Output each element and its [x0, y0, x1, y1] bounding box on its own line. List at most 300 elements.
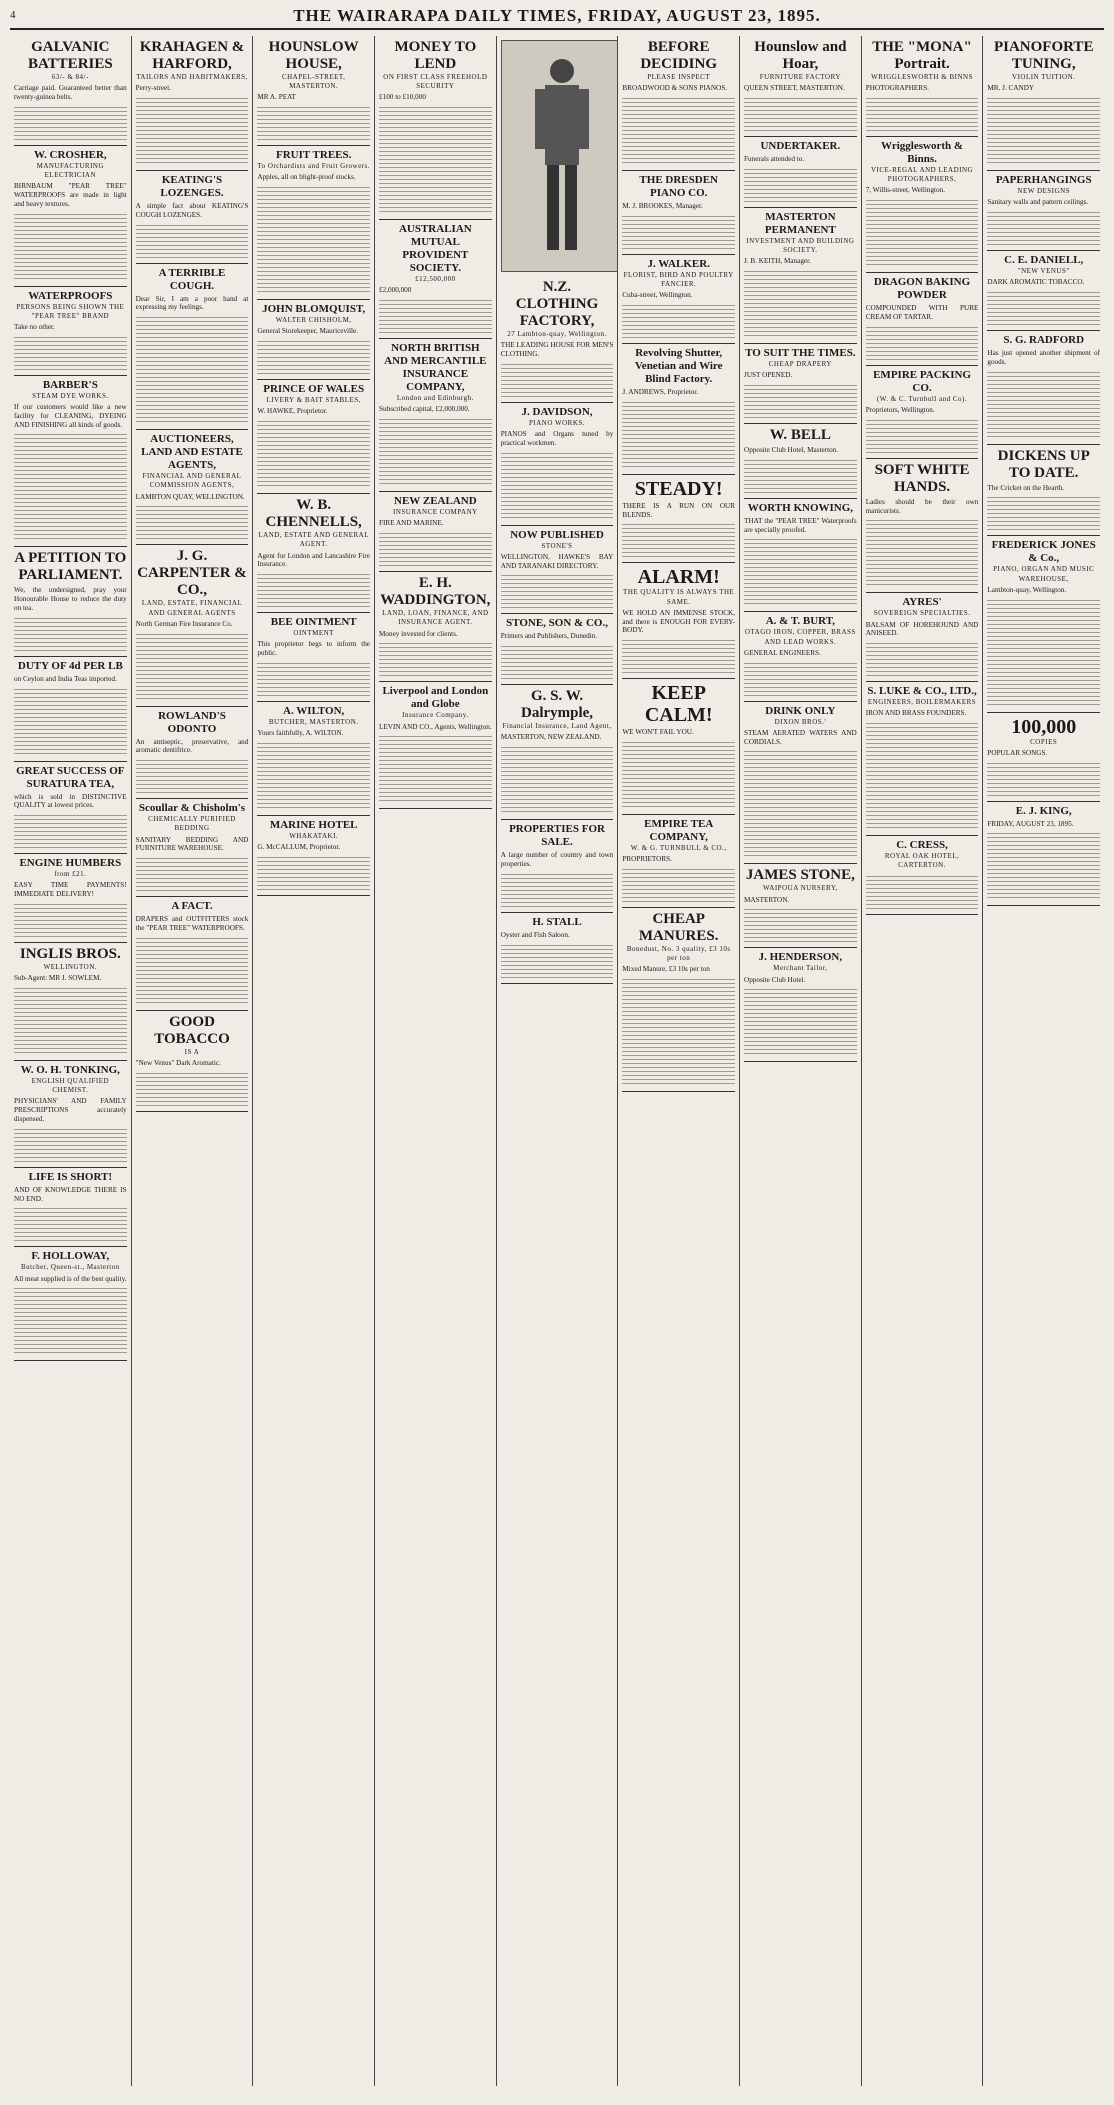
advertisement [866, 137, 979, 273]
ad-subheading: PIANO WORKS. [529, 418, 586, 427]
page-number: 4 [10, 9, 16, 21]
ad-headline: AYRES' [902, 596, 942, 609]
ad-headline: GALVANIC BATTERIES [27, 39, 113, 72]
ad-headline: PROPERTIES FOR SALE. [509, 823, 605, 849]
ad-body-text: £2,000,000 [379, 286, 412, 295]
body-text-lines [987, 210, 1100, 246]
ad-headline: UNDERTAKER. [760, 140, 841, 152]
body-text-lines [379, 298, 492, 334]
ad-headline: A PETITION TO PARLIAMENT. [14, 550, 127, 584]
ad-body-text: JUST OPENED. [744, 371, 793, 380]
ad-headline: EMPIRE TEA COMPANY, [644, 817, 714, 843]
ad-subheading: WRIGGLESWORTH & BINNS [871, 73, 973, 81]
body-text-lines [866, 641, 979, 677]
ad-body-text: MR. J. CANDY [987, 84, 1035, 93]
ad-body-text: Lambton-quay, Wellington. [987, 585, 1067, 594]
body-text-lines [14, 813, 127, 849]
ad-body-text: IRON AND BRASS FOUNDERS. [865, 709, 967, 718]
advertisement [257, 36, 370, 146]
advertisement [136, 799, 249, 897]
body-text-lines [744, 661, 857, 697]
ad-subheading: FURNITURE FACTORY [759, 73, 841, 81]
body-text-lines [14, 432, 127, 542]
advertisement [136, 171, 249, 264]
ad-headline: JOHN BLOMQUIST, [262, 303, 366, 316]
ad-headline: MASTERTON PERMANENT [764, 210, 836, 236]
body-text-lines [14, 902, 127, 938]
ad-body-text: on Ceylon and India Teas imported. [14, 674, 117, 683]
ad-subheading: ENGLISH QUALIFIED CHEMIST. [31, 1076, 110, 1095]
body-text-lines [136, 223, 249, 259]
ad-body-text: Mixed Manure, £3 10s per ton [622, 965, 710, 974]
ad-body-text: MASTERTON. [744, 895, 790, 904]
body-text-lines [622, 400, 735, 470]
advertisement [501, 276, 614, 403]
body-text-lines [501, 451, 614, 521]
body-text-lines [501, 745, 614, 815]
ad-headline: W. BELL [769, 427, 831, 443]
ad-body-text: Subscribed capital, £2,000,000. [379, 405, 470, 414]
advertisement [744, 208, 857, 344]
advertisement [14, 762, 127, 855]
ad-body-text: PHOTOGRAPHERS. [865, 84, 929, 93]
advertisement [379, 339, 492, 492]
ad-subheading: IS A [184, 1047, 200, 1056]
ad-headline: DICKENS UP TO DATE. [997, 447, 1090, 481]
ad-headline: PAPERHANGINGS [995, 174, 1092, 186]
body-text-lines [744, 987, 857, 1057]
advertisement [136, 264, 249, 431]
advertisement [257, 613, 370, 702]
ad-headline: N.Z. CLOTHING FACTORY, [515, 279, 599, 329]
ad-headline: ALARM! [637, 566, 720, 589]
body-text-lines [379, 641, 492, 677]
ad-subheading: PERSONS BEING SHOWN THE "PEAR TREE" BRAND [16, 302, 125, 320]
ad-subheading: W. & G. TURNBULL & CO., [630, 843, 727, 852]
ad-subheading: OTAGO IRON, COPPER, BRASS AND LEAD WORKS. [744, 628, 856, 646]
ad-body-text: EASY TIME PAYMENTS! IMMEDIATE DELIVERY! [14, 881, 127, 899]
body-text-lines [136, 96, 249, 166]
advertisement [14, 1061, 127, 1168]
ad-body-text: Proprietors, Wellington. [865, 406, 935, 414]
ad-subheading: £12,500,000 [415, 275, 456, 284]
body-text-lines [136, 1071, 249, 1107]
ad-subheading: ROYAL OAK HOTEL, CARTERTON. [884, 852, 960, 870]
ad-subheading: THE QUALITY IS ALWAYS THE SAME. [623, 588, 735, 606]
ad-subheading: FLORIST, BIRD AND POULTRY FANCIER. [623, 270, 734, 288]
ad-body-text: Printers and Publishers, Dunedin. [500, 632, 598, 641]
ad-subheading: INSURANCE COMPANY [393, 508, 478, 517]
body-text-lines [744, 383, 857, 419]
ad-headline: Hounslow and Hoar, [754, 39, 847, 72]
ad-headline: J. WALKER. [647, 257, 710, 270]
ad-subheading: MANUFACTURING ELECTRICIAN [36, 161, 105, 179]
ad-subheading: LAND, LOAN, FINANCE, AND INSURANCE AGENT. [382, 609, 489, 627]
advertisement [501, 685, 614, 820]
ad-headline: THE "MONA" Portrait. [872, 39, 972, 72]
ad-headline: A TERRIBLE COUGH. [158, 266, 226, 292]
ad-headline: 100,000 [1011, 715, 1077, 738]
ad-headline: WATERPROOFS [28, 289, 113, 302]
advertisement [744, 702, 857, 865]
advertisement [622, 563, 735, 679]
ad-subheading: Financial Insurance, Land Agent, [502, 722, 612, 731]
ad-subheading: Butcher, Queen-st., Masterton [20, 1263, 120, 1272]
body-text-lines [14, 986, 127, 1056]
advertisement [136, 707, 249, 800]
ad-body-text: QUEEN STREET, MASTERTON. [744, 84, 845, 93]
ad-body-text: If our customers would like a new facility for CLEANING, DYEING AND FINISHING all kinds of goods. [14, 403, 127, 429]
column-9 [983, 36, 1104, 2086]
ad-body-text: LEVIN AND CO., Agents, Wellington. [379, 722, 492, 731]
body-text-lines [622, 96, 735, 166]
ad-subheading: OINTMENT [293, 629, 334, 638]
ad-subheading: London and Edinburgh. [396, 394, 474, 403]
body-text-lines [866, 198, 979, 268]
ad-headline: G. S. W. Dalrymple, [520, 688, 594, 722]
advertisement [866, 682, 979, 836]
ad-subheading: SOVEREIGN SPECIALTIES. [873, 609, 971, 618]
ad-subheading: FINANCIAL AND GENERAL COMMISSION AGENTS, [142, 472, 242, 490]
ad-headline: J. DAVIDSON, [521, 405, 593, 418]
column-4 [375, 36, 497, 2086]
body-text-lines [622, 522, 735, 558]
body-text-lines [501, 644, 614, 680]
ad-headline: MARINE HOTEL [269, 819, 358, 831]
advertisement [379, 36, 492, 220]
body-text-lines [14, 616, 127, 652]
advertisement [866, 273, 979, 366]
body-text-lines [622, 867, 735, 903]
advertisement [622, 475, 735, 564]
body-text-lines [622, 740, 735, 810]
ad-headline: KEATING'S LOZENGES. [160, 174, 224, 199]
advertisement [622, 908, 735, 1092]
advertisement [257, 702, 370, 816]
ad-body-text: The Cricket on the Hearth. [987, 483, 1065, 492]
advertisement [744, 612, 857, 701]
ad-body-text: Opposite Club Hotel, Masterton. [744, 446, 839, 454]
page-title: THE WAIRARAPA DAILY TIMES, FRIDAY, AUGUST 23, 1895. [293, 6, 821, 25]
body-text-lines [379, 417, 492, 487]
ad-headline: PIANOFORTE TUNING, [993, 39, 1094, 72]
body-text-lines [987, 831, 1100, 901]
body-text-lines [987, 495, 1100, 531]
ad-headline: STONE, SON & CO., [506, 617, 608, 630]
ad-body-text: We, the undersigned, pray your Honourable House to reduce the duty on tea. [14, 586, 127, 612]
ad-subheading: ON FIRST CLASS FREEHOLD SECURITY [383, 73, 488, 91]
ad-subheading: Insurance Company. [402, 711, 469, 720]
ad-body-text: J. ANDREWS, Proprietor. [622, 388, 699, 396]
advertisement [866, 366, 979, 459]
body-text-lines [501, 943, 614, 979]
body-text-lines [866, 325, 979, 361]
body-text-lines [136, 758, 249, 794]
body-text-lines [14, 1127, 127, 1163]
ad-headline: H. STALL [532, 915, 582, 928]
ad-body-text: FRIDAY, AUGUST 23, 1895. [987, 819, 1074, 828]
advertisement [744, 424, 857, 499]
ad-subheading: WELLINGTON. [43, 962, 98, 971]
ad-body-text: PIANOS and Organs tuned by practical workmen. [500, 430, 614, 447]
ad-body-text: MASTERTON, NEW ZEALAND. [500, 733, 602, 742]
body-text-lines [257, 661, 370, 697]
ad-subheading: Bonedust, No. 3 quality, £3 10s per ton [626, 944, 731, 963]
body-text-lines [379, 531, 492, 567]
body-text-lines [866, 96, 979, 132]
ad-body-text: AND OF KNOWLEDGE THERE IS NO END. [14, 1185, 127, 1203]
column-8 [862, 36, 984, 2086]
body-text-lines [257, 741, 370, 811]
body-text-lines [136, 315, 249, 425]
body-text-lines [14, 1286, 127, 1356]
advertisement [14, 287, 127, 376]
ad-headline: S. G. RADFORD [1003, 334, 1085, 346]
ad-subheading: WHAKATAKI. [289, 832, 339, 840]
ad-body-text: THE LEADING HOUSE FOR MEN'S CLOTHING. [500, 341, 614, 358]
ad-headline: FRUIT TREES. [275, 149, 352, 162]
advertisement [622, 255, 735, 344]
advertisement [987, 36, 1100, 171]
ad-subheading: VICE-REGAL AND LEADING PHOTOGRAPHERS, [870, 166, 974, 184]
body-text-lines [501, 573, 614, 609]
body-text-lines [136, 936, 249, 1006]
ad-body-text: BROADWOOD & SONS PIANOS. [622, 84, 727, 93]
advertisement [14, 376, 127, 548]
ad-headline: GREAT SUCCESS OF SURATURA TEA, [16, 764, 125, 790]
ad-subheading: BUTCHER, MASTERTON. [268, 718, 359, 726]
advertisement [744, 499, 857, 613]
advertisement [987, 713, 1100, 802]
ad-body-text: A simple fact about KEATING'S COUGH LOZENGES. [135, 202, 249, 219]
body-text-lines [744, 269, 857, 339]
advertisement [987, 171, 1100, 251]
ad-subheading: DIXON BROS.' [774, 717, 827, 726]
body-text-lines [866, 721, 979, 831]
ad-headline: BEFORE DECIDING [640, 39, 718, 72]
advertisement [379, 572, 492, 682]
ad-body-text: STEAM AERATED WATERS AND CORDIALS. [744, 728, 857, 746]
ad-headline: AUSTRALIAN MUTUAL PROVIDENT SOCIETY. [398, 223, 472, 275]
body-text-lines [14, 335, 127, 371]
advertisement [987, 802, 1100, 907]
advertisement [14, 146, 127, 287]
ad-headline: Revolving Shutter, Venetian and Wire Blind Factory. [634, 347, 723, 385]
advertisement [136, 897, 249, 1011]
advertisement [622, 171, 735, 255]
ad-body-text: THERE IS A RUN ON OUR BLENDS. [622, 501, 736, 519]
advertisement [136, 545, 249, 706]
body-text-lines [257, 185, 370, 295]
column-3 [253, 36, 375, 2086]
ad-headline: Wrigglesworth & Binns. [881, 140, 964, 165]
body-text-lines [136, 632, 249, 702]
advertisement [987, 536, 1100, 712]
ad-headline: FREDERICK JONES & Co., [991, 539, 1096, 565]
ad-headline: NORTH BRITISH AND MERCANTILE INSURANCE COMPANY, [384, 342, 487, 394]
column-2 [132, 36, 254, 2086]
column-5 [497, 36, 619, 2086]
ad-body-text: Cuba-street, Wellington. [622, 291, 693, 300]
body-text-lines [622, 638, 735, 674]
advertisement [14, 1247, 127, 1361]
ad-subheading: NEW DESIGNS [1017, 187, 1071, 195]
body-text-lines [622, 214, 735, 250]
advertisement [866, 459, 979, 594]
advertisement [257, 816, 370, 896]
body-text-lines [987, 96, 1100, 166]
ad-headline: AUCTIONEERS, LAND AND ESTATE AGENTS, [141, 433, 243, 472]
ad-headline: SOFT WHITE HANDS. [874, 461, 970, 495]
advertisement [257, 146, 370, 300]
columns [10, 36, 1104, 2086]
ad-body-text: General Storekeeper, Mauriceville. [257, 327, 359, 336]
advertisement [14, 854, 127, 943]
body-text-lines [379, 105, 492, 215]
newspaper-page [10, 6, 1104, 2086]
ad-body-text: PROPRIETORS. [622, 855, 672, 864]
ad-headline: J. G. CARPENTER & CO., [137, 548, 247, 599]
body-text-lines [257, 572, 370, 608]
ad-body-text: COMPOUNDED WITH PURE CREAM OF TARTAR. [865, 304, 979, 321]
ad-headline: W. B. CHENNELLS, [265, 497, 362, 531]
advertisement [987, 331, 1100, 445]
body-text-lines [866, 518, 979, 588]
advertisement [501, 403, 614, 526]
body-text-lines [987, 290, 1100, 326]
ad-headline: Scoullar & Chisholm's [138, 802, 246, 815]
ad-body-text: Agent for London and Lancashire Fire Insurance. [257, 551, 371, 569]
ad-subheading: WALTER CHISHOLM, [275, 316, 352, 325]
masthead [10, 6, 1104, 30]
ad-subheading: VIOLIN TUITION. [1012, 73, 1076, 81]
ad-body-text: North German Fire Insurance Co. [135, 619, 233, 628]
ad-subheading: CHAPEL-STREET, MASTERTON. [281, 73, 346, 91]
body-text-lines [136, 856, 249, 892]
ad-body-text: J. B. KEITH, Manager. [744, 257, 811, 266]
body-text-lines [14, 212, 127, 282]
ad-body-text: W. HAWKE, Proprietor. [257, 407, 328, 416]
body-text-lines [987, 370, 1100, 440]
advertisement [744, 948, 857, 1062]
ad-headline: MONEY TO LEND [394, 39, 477, 72]
ad-subheading: COPIES [1030, 737, 1058, 746]
ad-headline: F. HOLLOWAY, [31, 1250, 110, 1263]
advertisement [14, 1168, 127, 1248]
ad-headline: KEEP CALM! [644, 682, 713, 727]
ad-subheading: PIANO, ORGAN AND MUSIC WAREHOUSE, [993, 565, 1095, 583]
ad-subheading: STONE'S [541, 541, 573, 550]
ad-headline: C. E. DANIELL, [1004, 254, 1084, 266]
advertisement [257, 300, 370, 380]
ad-body-text: G. McCALLUM, Proprietor. [257, 843, 341, 852]
ad-headline: CHEAP MANURES. [638, 910, 719, 944]
body-text-lines [744, 167, 857, 203]
ad-headline: KRAHAGEN & HARFORD, [139, 39, 245, 72]
ad-subheading: To Orchardists and Fruit Growers. [257, 162, 370, 171]
ad-headline: INGLIS BROS. [19, 945, 121, 962]
ad-body-text: LAMBTON QUAY, WELLINGTON. [135, 492, 245, 501]
ad-headline: TO SUIT THE TIMES. [745, 347, 856, 359]
ad-headline: ENGINE HUMBERS [19, 857, 122, 870]
ad-headline: BEE OINTMENT [270, 616, 357, 629]
advertisement [14, 657, 127, 762]
ad-body-text: Sanitary walls and pattern ceilings. [987, 198, 1089, 207]
ad-headline: BARBER'S [42, 378, 98, 391]
ad-headline: J. HENDERSON, [758, 951, 843, 964]
ad-body-text: Money invested for clients. [379, 629, 458, 638]
body-text-lines [744, 458, 857, 494]
advertisement [744, 344, 857, 424]
advertisement [744, 137, 857, 208]
body-text-lines [14, 105, 127, 141]
advertisement [257, 494, 370, 613]
body-text-lines [987, 761, 1100, 797]
advertisement [866, 36, 979, 137]
ad-body-text: POPULAR SONGS. [987, 748, 1048, 757]
advertisement [744, 36, 857, 137]
advertisement [257, 380, 370, 494]
ad-headline: Liverpool and London and Globe [382, 685, 489, 711]
ad-headline: S. LUKE & CO., LTD., [867, 685, 977, 698]
ad-headline: ROWLAND'S ODONTO [158, 709, 226, 735]
body-text-lines [257, 855, 370, 891]
advertisement [379, 682, 492, 809]
ad-body-text: An antiseptic, preservative, and aromatic dentifrice. [135, 737, 249, 755]
man-figure-icon [527, 51, 597, 261]
ad-body-text: Oyster and Fish Saloon. [500, 930, 570, 939]
advertisement [987, 251, 1100, 331]
ad-body-text: Funerals attended to. [744, 155, 805, 163]
body-text-lines [744, 96, 857, 132]
ad-headline: WORTH KNOWING, [747, 501, 854, 514]
ad-subheading: WAIPOUA NURSERY, [762, 884, 838, 893]
body-text-lines [987, 598, 1100, 708]
ad-subheading: INVESTMENT AND BUILDING SOCIETY. [746, 236, 855, 254]
body-text-lines [501, 362, 614, 398]
column-1 [10, 36, 132, 2086]
advertisement [622, 679, 735, 815]
ad-headline: NEW ZEALAND [394, 495, 477, 508]
advertisement [14, 547, 127, 656]
ad-headline: DUTY OF 4d PER LB [17, 659, 123, 672]
body-text-lines [622, 303, 735, 339]
advertisement [501, 820, 614, 913]
ad-body-text: FIRE AND MARINE. [379, 519, 444, 528]
ad-body-text: £100 to £10,000 [379, 93, 426, 102]
body-text-lines [744, 749, 857, 859]
ad-headline: A. WILTON, [283, 705, 345, 717]
advertisement [136, 1011, 249, 1112]
advertisement [14, 943, 127, 1061]
advertisement [379, 492, 492, 572]
ad-body-text: Apples, all on blight-proof stocks. [257, 173, 356, 182]
body-text-lines [501, 872, 614, 908]
advertisement [622, 36, 735, 171]
ad-body-text: This proprietor begs to inform the public. [257, 640, 371, 658]
advertisement [501, 526, 614, 615]
ad-headline: GOOD TOBACCO [154, 1013, 230, 1047]
advertisement [136, 430, 249, 545]
ad-body-text: Dear Sir, I am a poor hand at expressing my feelings. [135, 294, 249, 312]
ad-subheading: ENGINEERS, BOILERMAKERS [867, 698, 977, 707]
ad-subheading: LAND, ESTATE AND GENERAL AGENT. [258, 531, 369, 549]
ad-body-text: WE HOLD AN IMMENSE STOCK, and there is ENOUGH FOR EVERY-BODY. [622, 608, 736, 635]
body-text-lines [866, 418, 979, 454]
ad-subheading: 63/- & 84/- [51, 73, 89, 81]
ad-subheading: from £21. [54, 870, 87, 879]
ad-headline: W. CROSHER, [34, 148, 107, 161]
